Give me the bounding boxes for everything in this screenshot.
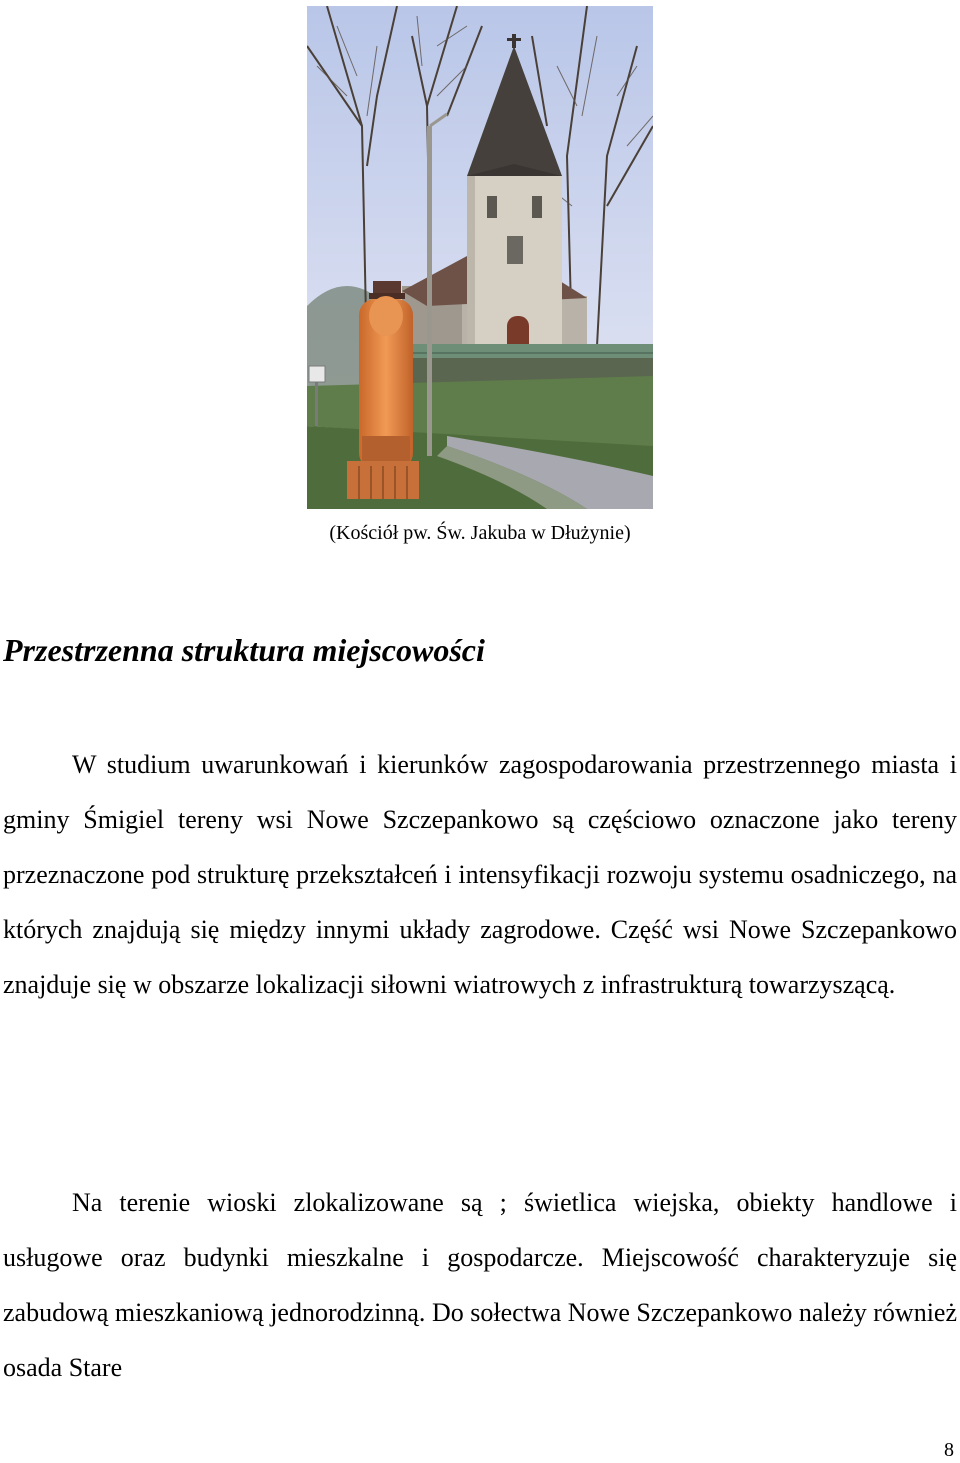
paragraph bbox=[3, 737, 957, 1012]
paragraph bbox=[3, 1175, 957, 1395]
figure-caption: (Kościół pw. Św. Jakuba w Dłużynie) bbox=[329, 522, 631, 544]
section-heading: Przestrzenna struktura miejscowości bbox=[3, 632, 485, 668]
church-photo bbox=[307, 6, 653, 509]
page-number: 8 bbox=[944, 1439, 954, 1461]
paragraph-text: Na terenie wioski zlokalizowane są ; świetlica wiejska, obiekty handlowe i usługowe oraz budynki mieszkalne i gospodarcze. Miejscowość charakteryzuje się zabudową mieszkaniową jednorodzinną. Do sołectwa Nowe Szczepankowo należy również osada Stare bbox=[3, 1188, 957, 1382]
paragraph-text: W studium uwarunkowań i kierunków zagospodarowania przestrzennego miasta i gminy Śmigiel tereny wsi Nowe Szczepankowo są częściowo oznaczone jako tereny przeznaczone pod strukturę przekształceń i intensyfikacji rozwoju systemu osadniczego, na których znajdują się między innymi układy zagrodowe. Część wsi Nowe Szczepankowo znajduje się w obszarze lokalizacji siłowni wiatrowych z infrastrukturą towarzyszącą. bbox=[3, 750, 957, 999]
